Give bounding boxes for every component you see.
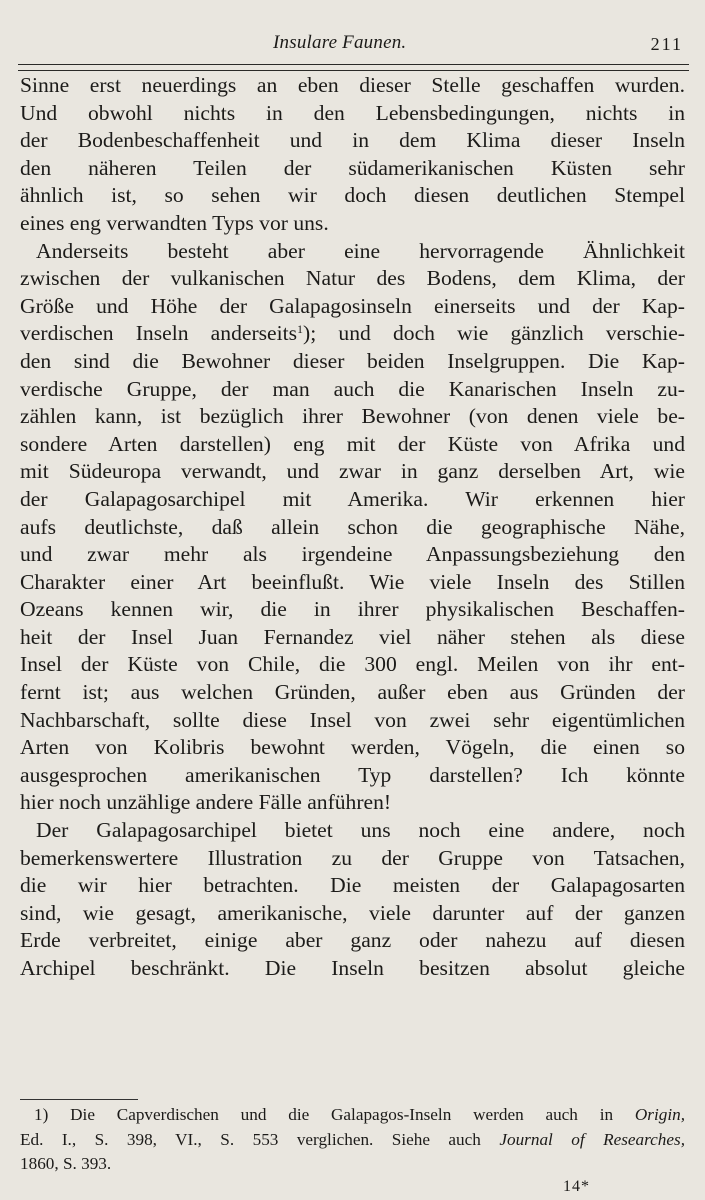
- text-line: Und obwohl nichts in den Lebensbedingungen, nichts in: [20, 100, 685, 125]
- footnote-line: [20, 1103, 685, 1128]
- text-line: sondere Arten darstellen) eng mit der Küste von Afrika und: [20, 431, 685, 456]
- text-line: zählen kann, ist bezüglich ihrer Bewohner (von denen viele be-: [20, 404, 685, 429]
- header-double-rule: [18, 64, 689, 71]
- text-line: bemerkenswertere Illustration zu der Gruppe von Tatsachen,: [20, 845, 685, 870]
- text-line: die wir hier betrachten. Die meisten der Galapagosarten: [20, 873, 685, 898]
- running-title: Insulare Faunen.: [273, 32, 407, 53]
- text-fragment: verdischen Inseln anderseits: [20, 321, 298, 346]
- text-line: hier noch unzählige andere Fälle anführen!: [20, 790, 392, 815]
- text-fragment: Die Capverdischen und die Galapagos-Inseln werden auch in: [70, 1105, 614, 1124]
- text-line: mit Südeuropa verwandt, und zwar in ganz derselben Art, wie: [20, 459, 685, 484]
- text-fragment: Ed. I., S. 398, VI., S. 553 verglichen. Siehe auch: [20, 1129, 481, 1149]
- text-line: der Bodenbeschaffenheit und in dem Klima dieser Inseln: [20, 128, 685, 153]
- text-line: aufs deutlichste, daß allein schon die geographische Nähe,: [20, 514, 685, 539]
- text-line-with-footnote-ref: [20, 320, 685, 348]
- footnote-line: 1860, S. 393.: [20, 1154, 112, 1173]
- text-line: fernt ist; aus welchen Gründen, außer eben aus Gründen der: [20, 680, 685, 705]
- text-line: sind, wie gesagt, amerikanische, viele darunter auf der ganzen: [20, 900, 685, 925]
- text-line: Der Galapagosarchipel bietet uns noch eine andere, noch: [36, 818, 685, 843]
- text-line: Nachbarschaft, sollte diese Insel von zwei sehr eigentümlichen: [20, 707, 685, 732]
- footnote-line: [20, 1128, 685, 1153]
- text-line: Erde verbreitet, einige aber ganz oder nahezu auf diesen: [20, 928, 685, 953]
- text-line: Insel der Küste von Chile, die 300 engl. Meilen von ihr ent-: [20, 652, 685, 677]
- footnote-rule: [20, 1099, 138, 1100]
- text-line: Ozeans kennen wir, die in ihrer physikalischen Beschaffen-: [20, 597, 685, 622]
- text-line: eines eng verwandten Typs vor uns.: [20, 210, 329, 235]
- text-line: verdische Gruppe, der man auch die Kanarischen Inseln zu-: [20, 376, 685, 401]
- italic-title: Origin,: [634, 1105, 685, 1124]
- text-line: zwischen der vulkanischen Natur des Bodens, dem Klima, der: [20, 266, 685, 291]
- paragraph-1: [20, 72, 685, 238]
- page-number: 211: [650, 34, 683, 54]
- footnote-reference: 1: [297, 322, 304, 337]
- text-line: ausgesprochen amerikanischen Typ darstellen? Ich könnte: [20, 762, 685, 787]
- paragraph-2: [20, 238, 685, 817]
- printer-signature-mark: 14*: [563, 1178, 590, 1195]
- text-line: Archipel beschränkt. Die Inseln besitzen absolut gleiche: [20, 956, 685, 980]
- text-line: und zwar mehr als irgendeine Anpassungsbeziehung den: [20, 542, 685, 567]
- text-line: den näheren Teilen der südamerikanischen Küsten sehr: [20, 155, 685, 180]
- text-line: den sind die Bewohner dieser beiden Inselgruppen. Die Kap-: [20, 348, 685, 373]
- text-line: Größe und Höhe der Galapagosinseln einerseits und der Kap-: [20, 293, 685, 318]
- text-line: ähnlich ist, so sehen wir doch diesen deutlichen Stempel: [20, 183, 685, 208]
- body-text: [20, 72, 685, 983]
- italic-title: Journal of Researches,: [499, 1129, 686, 1149]
- footnote: [20, 1103, 685, 1177]
- footnote-marker: 1): [34, 1105, 49, 1124]
- page-header: [0, 28, 705, 58]
- text-fragment: ); und doch wie gänzlich verschie-: [303, 321, 685, 346]
- text-line: Charakter einer Art beeinflußt. Wie viele Inseln des Stillen: [20, 569, 685, 594]
- text-line: Sinne erst neuerdings an eben dieser Stelle geschaffen wurden.: [20, 73, 685, 97]
- text-line: heit der Insel Juan Fernandez viel näher stehen als diese: [20, 624, 685, 649]
- text-line: Arten von Kolibris bewohnt werden, Vögeln, die einen so: [20, 735, 685, 760]
- paragraph-3: [20, 817, 685, 983]
- text-line: der Galapagosarchipel mit Amerika. Wir erkennen hier: [20, 486, 685, 511]
- text-line: Anderseits besteht aber eine hervorragende Ähnlichkeit: [36, 238, 685, 263]
